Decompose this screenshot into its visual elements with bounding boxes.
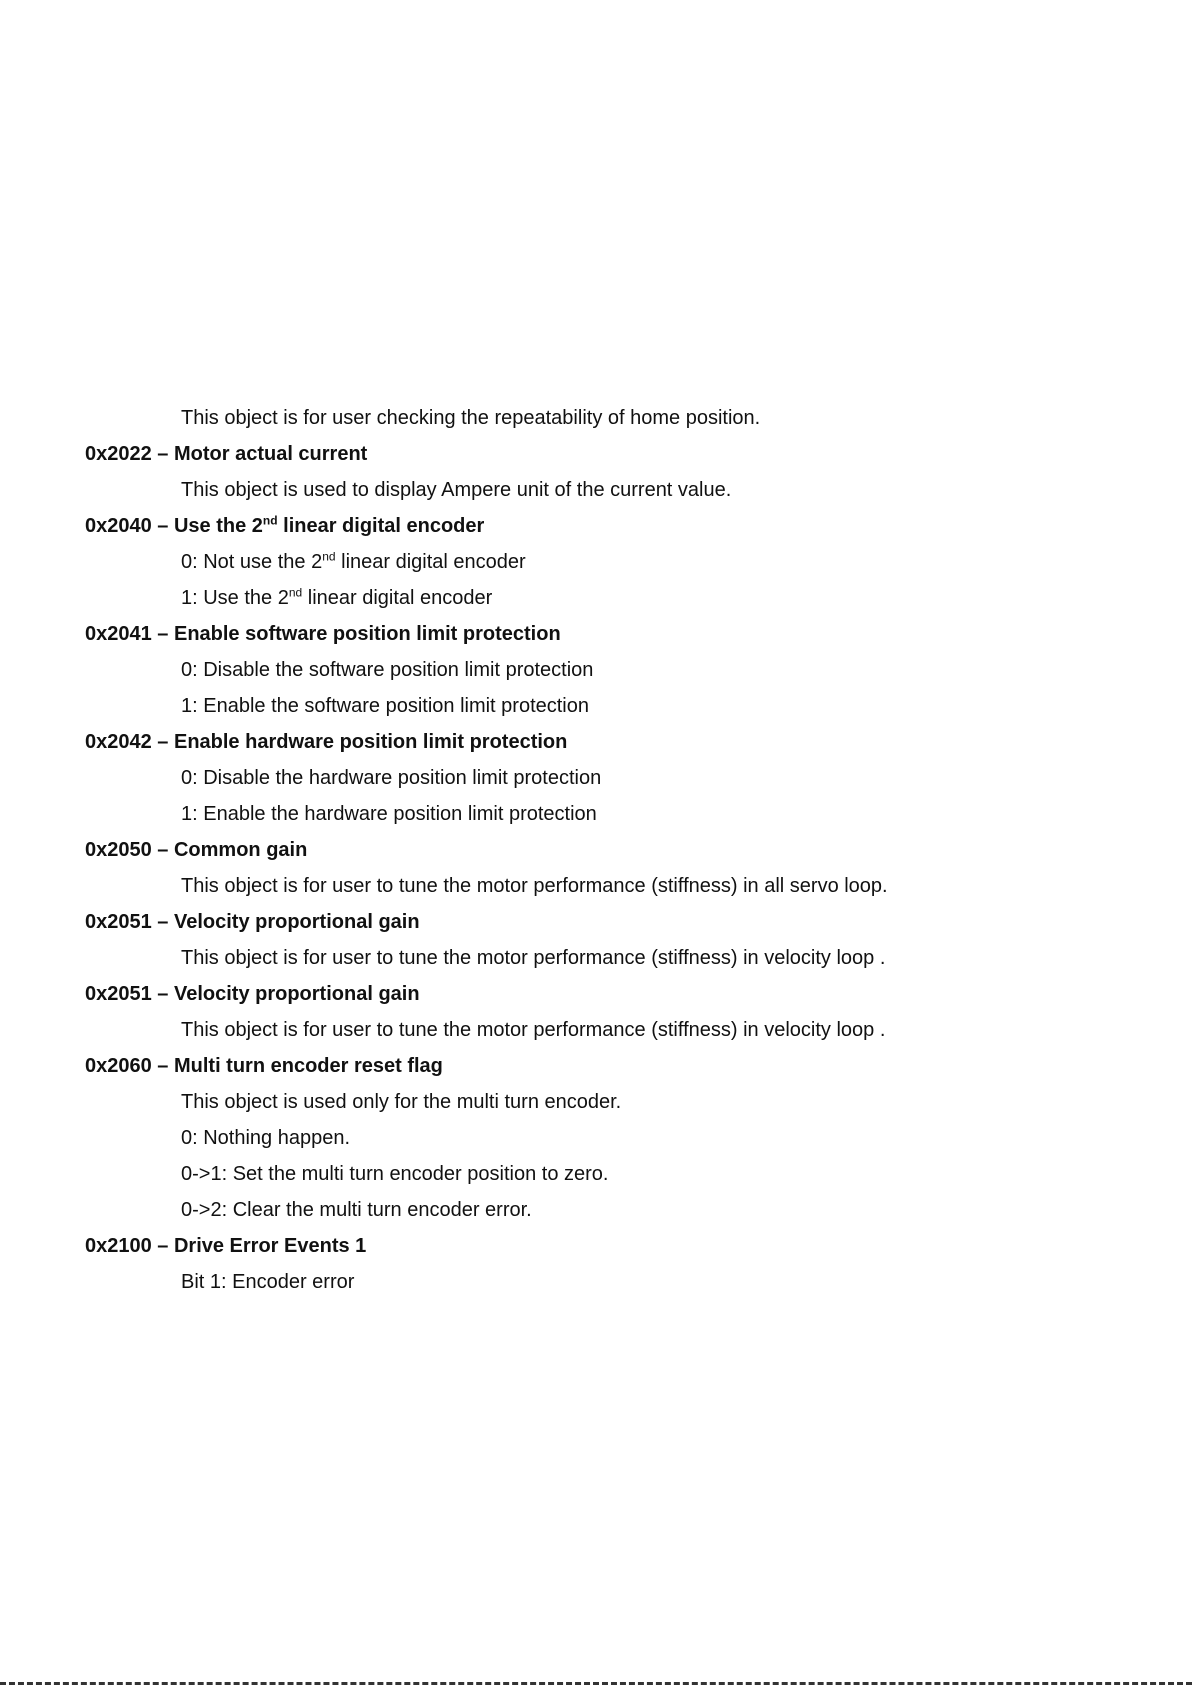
document-content (85, 400, 1125, 1300)
heading-superscript: nd (262, 513, 278, 528)
section-text: Bit 1: Encoder error (181, 1271, 355, 1293)
section-heading-0x2041: 0x2041 – Enable software position limit protection (85, 623, 561, 645)
section-text (85, 580, 1125, 616)
text-superscript: nd (322, 549, 336, 564)
text-part: 1: Use the 2 (181, 587, 289, 609)
text-part: 0: Not use the 2 (181, 551, 323, 573)
section-text: This object is for user to tune the motor performance (stiffness) in velocity loop . (181, 947, 886, 969)
section-text: 0: Disable the hardware position limit protection (181, 767, 602, 789)
heading-text: 0x2040 – Use the 2 (85, 515, 263, 537)
section-text: 0->2: Clear the multi turn encoder error. (181, 1199, 532, 1221)
section-heading-0x2060: 0x2060 – Multi turn encoder reset flag (85, 1055, 443, 1077)
section-text: 0->1: Set the multi turn encoder position to zero. (181, 1163, 609, 1185)
text-superscript: nd (288, 585, 303, 600)
section-text: 0: Disable the software position limit protection (181, 659, 594, 681)
section-heading-0x2040 (85, 508, 1125, 544)
section-heading-0x2051-repeat: 0x2051 – Velocity proportional gain (85, 983, 420, 1005)
section-heading-0x2022: 0x2022 – Motor actual current (85, 443, 368, 465)
section-text: This object is used to display Ampere unit of the current value. (181, 479, 732, 501)
intro-text: This object is for user checking the repeatability of home position. (181, 407, 761, 429)
heading-text: linear digital encoder (277, 515, 485, 537)
section-heading-0x2100: 0x2100 – Drive Error Events 1 (85, 1235, 367, 1257)
section-text: This object is used only for the multi turn encoder. (181, 1091, 622, 1113)
section-heading-0x2050: 0x2050 – Common gain (85, 839, 308, 861)
section-text: 0: Nothing happen. (181, 1127, 351, 1149)
section-heading-0x2042: 0x2042 – Enable hardware position limit protection (85, 731, 568, 753)
section-text: 1: Enable the software position limit protection (181, 695, 589, 717)
section-text: 1: Enable the hardware position limit protection (181, 803, 597, 825)
section-text: This object is for user to tune the motor performance (stiffness) in velocity loop . (181, 1019, 886, 1041)
section-text (85, 544, 1125, 580)
section-heading-0x2051: 0x2051 – Velocity proportional gain (85, 911, 420, 933)
text-part: linear digital encoder (335, 551, 526, 573)
text-part: linear digital encoder (302, 587, 493, 609)
section-text: This object is for user to tune the motor performance (stiffness) in all servo loop. (181, 875, 888, 897)
